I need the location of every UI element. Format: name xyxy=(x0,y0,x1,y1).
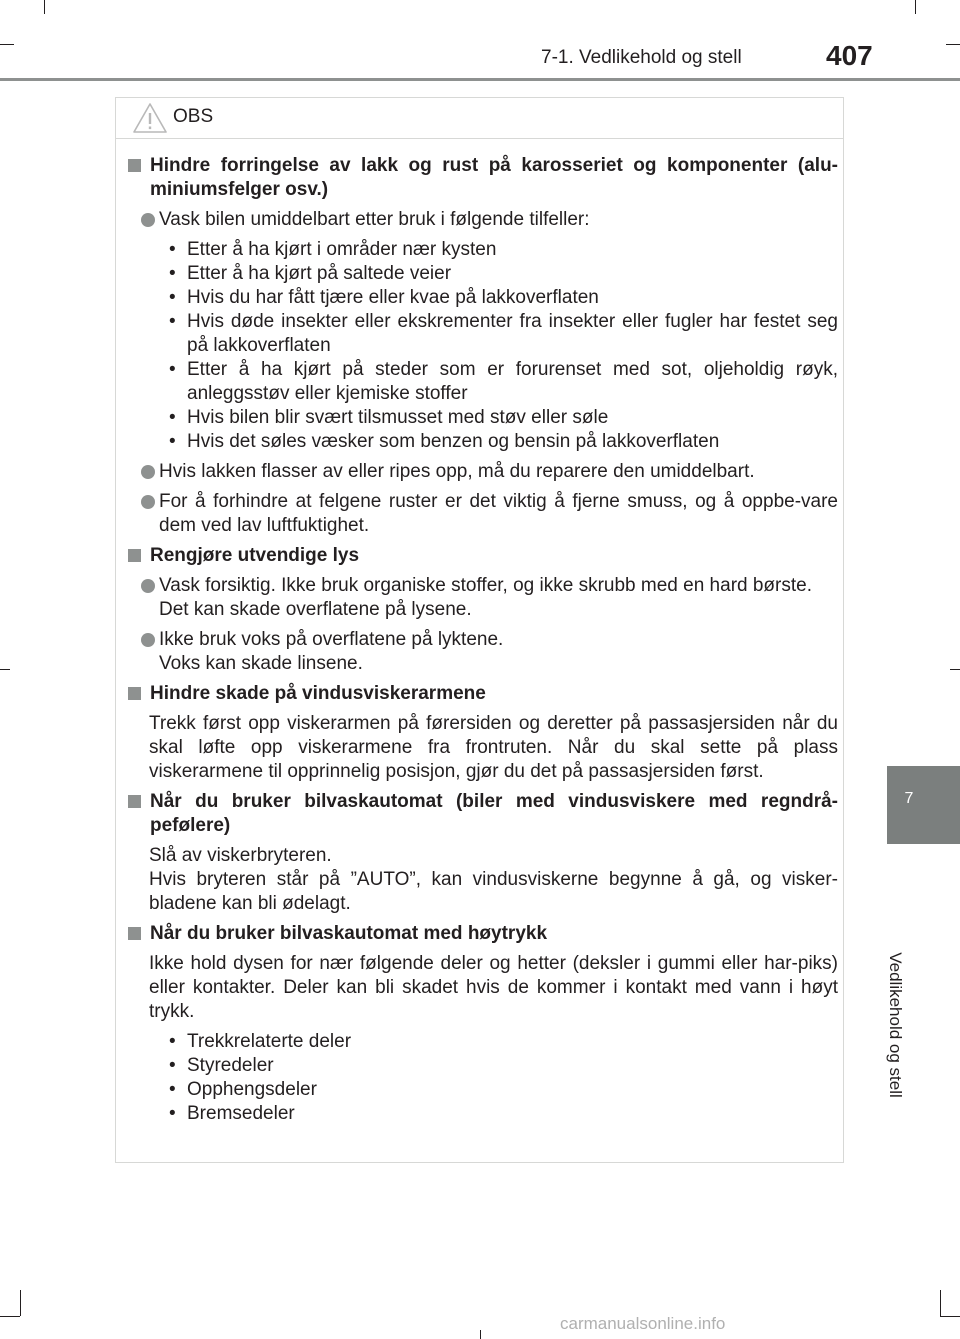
section-text: Slå av viskerbryteren. Hvis bryteren står på ”AUTO”, kan vindusviskerne begynne å gå, og visker-bladene kan bli ødelagt. xyxy=(149,845,838,914)
circle-bullet-icon xyxy=(141,495,155,509)
list-item: For å forhindre at felgene ruster er det viktig å fjerne smuss, og å oppbe-vare dem ved lav luftfuktighet. xyxy=(126,490,838,538)
warning-triangle-icon xyxy=(132,102,168,134)
caution-content xyxy=(126,154,838,1132)
crop-mark xyxy=(0,669,10,670)
list-item: • Hvis bilen blir svært tilsmusset med støv eller søle xyxy=(169,406,838,430)
section-heading: Hindre forringelse av lakk og rust på karosseriet og komponenter (alu-miniumsfelger osv.) xyxy=(126,154,838,202)
chapter-number: 7 xyxy=(904,790,914,807)
list-item: • Hvis du har fått tjære eller kvae på lakkoverflaten xyxy=(169,286,838,310)
square-bullet-icon xyxy=(128,549,141,562)
list-item: • Hvis døde insekter eller ekskrementer fra insekter eller fugler har festet seg på lakkoverflaten xyxy=(169,310,838,358)
circle-bullet-icon xyxy=(141,633,155,647)
list-item: • Hvis det søles væsker som benzen og bensin på lakkoverflaten xyxy=(169,430,838,454)
list-item: Hvis lakken flasser av eller ripes opp, må du reparere den umiddelbart. xyxy=(126,460,838,484)
list-item: Ikke bruk voks på overflatene på lyktene. Voks kan skade linsene. xyxy=(126,628,838,676)
bullet-list xyxy=(126,238,838,454)
square-bullet-icon xyxy=(128,795,141,808)
list-item: • Styredeler xyxy=(169,1054,838,1078)
section-heading: Hindre skade på vindusviskerarmene xyxy=(126,682,838,706)
caution-label: OBS xyxy=(173,106,214,127)
crop-mark xyxy=(915,0,916,14)
square-bullet-icon xyxy=(128,687,141,700)
list-item: • Etter å ha kjørt på steder som er forurenset med sot, oljeholdig røyk, anleggsstøv eller kjemiske stoffer xyxy=(169,358,838,406)
circle-bullet-icon xyxy=(141,465,155,479)
page-number: 407 xyxy=(826,40,873,71)
square-bullet-icon xyxy=(128,159,141,172)
section-text: Trekk først opp viskerarmen på førersiden og deretter på passasjersiden når du skal løfte opp viskerarmene fra frontruten. Når du skal sette på plass viskerarmene til opprinnelig posisjon, gjør du det på passasjersiden først. xyxy=(149,713,838,782)
watermark-text: carmanualsonline.info xyxy=(560,1314,726,1333)
list-item: • Etter å ha kjørt på saltede veier xyxy=(169,262,838,286)
list-item: Vask forsiktig. Ikke bruk organiske stoffer, og ikke skrubb med en hard børste. Det kan skade overflatene på lysene. xyxy=(126,574,838,622)
section-heading: Når du bruker bilvaskautomat (biler med vindusviskere med regndrå-pefølere) xyxy=(126,790,838,838)
section-heading: Når du bruker bilvaskautomat med høytrykk xyxy=(126,922,838,946)
bullet-list xyxy=(126,1030,838,1126)
section-text: Ikke hold dysen for nær følgende deler og hetter (deksler i gummi eller har-piks) eller kontakter. Deler kan bli skadet hvis de kommer i kontakt med vann i høyt trykk. xyxy=(149,953,838,1022)
crop-mark xyxy=(946,44,960,45)
list-item: • Bremsedeler xyxy=(169,1102,838,1126)
crop-mark xyxy=(0,44,14,45)
section-heading: Rengjøre utvendige lys xyxy=(126,544,838,568)
crop-mark xyxy=(940,1316,960,1317)
crop-mark xyxy=(950,669,960,670)
chapter-title: Vedlikehold og stell xyxy=(886,952,905,1098)
crop-mark xyxy=(480,1330,481,1339)
crop-mark xyxy=(0,1316,20,1317)
list-item: Vask bilen umiddelbart etter bruk i følgende tilfeller: xyxy=(126,208,838,232)
square-bullet-icon xyxy=(128,927,141,940)
caution-panel xyxy=(115,97,844,1163)
crop-mark xyxy=(20,1290,21,1316)
list-item: • Etter å ha kjørt i områder nær kysten xyxy=(169,238,838,262)
list-item: • Trekkrelaterte deler xyxy=(169,1030,838,1054)
crop-mark xyxy=(940,1290,941,1316)
list-item: • Opphengsdeler xyxy=(169,1078,838,1102)
crop-mark xyxy=(44,0,45,14)
caution-header xyxy=(116,98,843,139)
header-section-title: 7-1. Vedlikehold og stell xyxy=(541,47,742,68)
circle-bullet-icon xyxy=(141,213,155,227)
circle-bullet-icon xyxy=(141,579,155,593)
header-rule xyxy=(0,78,960,81)
